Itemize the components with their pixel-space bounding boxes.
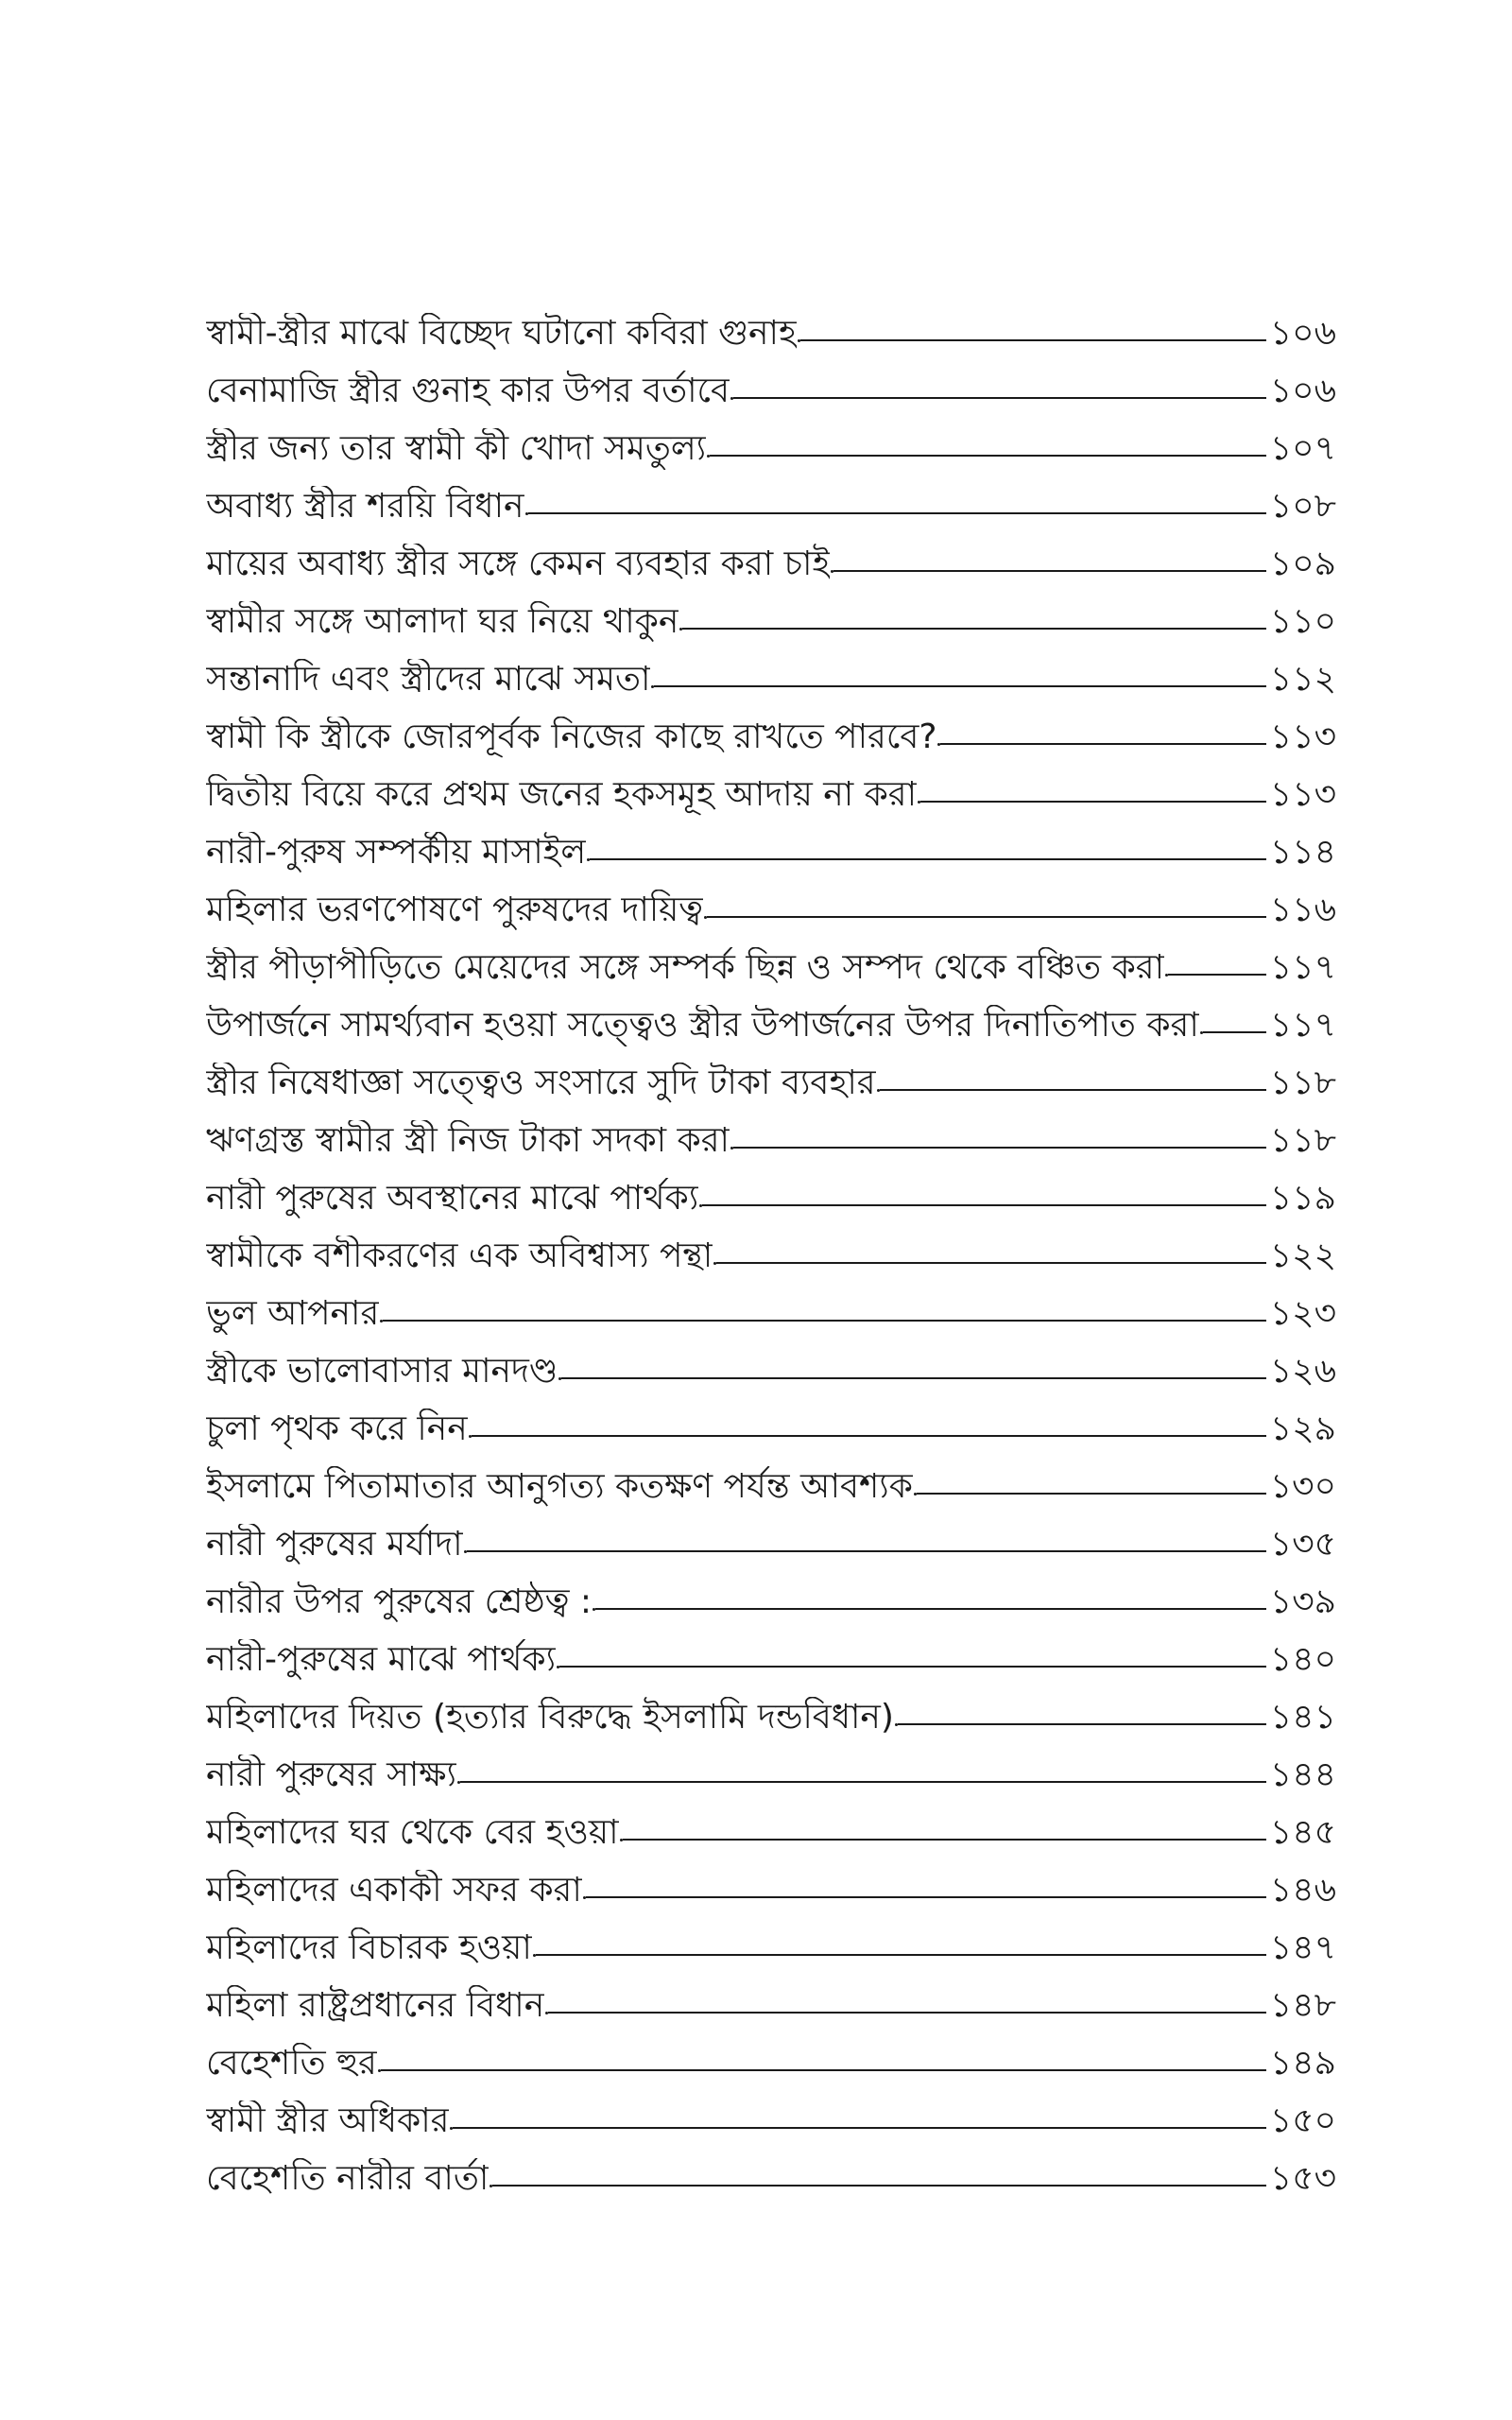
- toc-entry-page-number: ১১৬: [1269, 890, 1336, 929]
- toc-leader-line: [898, 1723, 1266, 1725]
- toc-entry: [206, 1392, 1336, 1450]
- toc-entry: [206, 354, 1336, 412]
- toc-leader-line: [707, 916, 1266, 918]
- toc-entry-page-number: ১৪১: [1269, 1698, 1336, 1737]
- toc-entry-page-number: ১১৩: [1269, 717, 1336, 756]
- toc-entry-page-number: ১০৮: [1269, 487, 1336, 526]
- toc-entry-title: মায়ের অবাধ্য স্ত্রীর সঙ্গে কেমন ব্যবহার করা চাই: [206, 544, 831, 583]
- toc-entry-title: ঋণগ্রস্ত স্বামীর স্ত্রী নিজ টাকা সদকা করা: [206, 1121, 730, 1160]
- toc-entry-page-number: ১৪৫: [1269, 1813, 1336, 1852]
- toc-entry-page-number: ১১৮: [1269, 1063, 1336, 1102]
- toc-leader-line: [733, 397, 1266, 399]
- toc-leader-line: [528, 512, 1266, 514]
- toc-leader-line: [536, 1954, 1266, 1956]
- toc-entry-title: ভুল আপনার: [206, 1294, 380, 1333]
- toc-entry-page-number: ১৩০: [1269, 1467, 1336, 1506]
- toc-entry: [206, 297, 1336, 354]
- table-of-contents: [206, 297, 1336, 2200]
- toc-leader-line: [561, 1377, 1265, 1379]
- toc-entry: [206, 527, 1336, 585]
- toc-entry-page-number: ১১৮: [1269, 1121, 1336, 1160]
- toc-entry: [206, 412, 1336, 470]
- toc-entry-title: নারী পুরুষের অবস্থানের মাঝে পার্থক্য: [206, 1179, 699, 1218]
- toc-entry-title: অবাধ্য স্ত্রীর শরয়ি বিধান: [206, 487, 524, 526]
- toc-entry-title: স্বামীর সঙ্গে আলাদা ঘর নিয়ে থাকুন: [206, 602, 679, 641]
- toc-leader-line: [460, 1781, 1266, 1783]
- toc-entry: [206, 1969, 1336, 2027]
- toc-entry-page-number: ১৩৯: [1269, 1582, 1336, 1621]
- toc-leader-line: [381, 2069, 1266, 2071]
- toc-leader-line: [1168, 974, 1266, 976]
- toc-entry-title: চুলা পৃথক করে নিন: [206, 1409, 468, 1448]
- toc-leader-line: [800, 339, 1266, 341]
- toc-entry: [206, 873, 1336, 931]
- toc-entry: [206, 1565, 1336, 1623]
- toc-entry-title: সন্তানাদি এবং স্ত্রীদের মাঝে সমতা: [206, 660, 651, 699]
- toc-entry: [206, 700, 1336, 758]
- toc-entry-title: নারীর উপর পুরুষের শ্রেষ্ঠত্ব :: [206, 1582, 593, 1621]
- toc-entry-title: নারী পুরুষের মর্যাদা: [206, 1525, 463, 1564]
- toc-leader-line: [920, 801, 1266, 803]
- toc-entry-page-number: ১০৯: [1269, 544, 1336, 583]
- toc-entry: [206, 1335, 1336, 1392]
- toc-entry-title: স্বামী কি স্ত্রীকে জোরপূর্বক নিজের কাছে রাখতে পারবে?: [206, 717, 937, 756]
- toc-entry-page-number: ১৪৪: [1269, 1755, 1336, 1794]
- toc-entry-page-number: ১২৬: [1269, 1352, 1336, 1391]
- toc-entry-title: স্বামীকে বশীকরণের এক অবিশ্বাস্য পন্থা: [206, 1236, 713, 1275]
- toc-entry: [206, 989, 1336, 1046]
- toc-entry: [206, 1738, 1336, 1796]
- toc-entry-page-number: ১১৭: [1269, 1006, 1336, 1045]
- toc-entry: [206, 931, 1336, 989]
- toc-entry-page-number: ১১২: [1269, 660, 1336, 699]
- toc-leader-line: [654, 685, 1265, 687]
- toc-leader-line: [590, 858, 1266, 860]
- toc-entry-title: নারী-পুরুষ সম্পর্কীয় মাসাইল: [206, 833, 587, 872]
- toc-entry: [206, 1911, 1336, 1969]
- toc-entry-page-number: ১৪৭: [1269, 1928, 1336, 1967]
- toc-entry: [206, 643, 1336, 700]
- toc-entry-page-number: ১৫৩: [1269, 2159, 1336, 2198]
- toc-entry-title: বেহেশতি নারীর বার্তা: [206, 2159, 490, 2198]
- toc-entry-title: উপার্জনে সামর্থ্যবান হওয়া সত্ত্বেও স্ত্রীর উপার্জনের উপর দিনাতিপাত করা: [206, 1006, 1199, 1045]
- toc-leader-line: [716, 1262, 1266, 1264]
- toc-entry-title: ইসলামে পিতামাতার আনুগত্য কতক্ষণ পর্যন্ত আবশ্যক: [206, 1467, 913, 1506]
- toc-entry-title: দ্বিতীয় বিয়ে করে প্রথম জনের হকসমূহ আদায় না করা: [206, 775, 918, 814]
- toc-entry-title: স্বামী স্ত্রীর অধিকার: [206, 2101, 450, 2140]
- toc-leader-line: [492, 2185, 1266, 2187]
- toc-entry-title: স্ত্রীকে ভালোবাসার মানদণ্ড: [206, 1352, 558, 1391]
- toc-leader-line: [453, 2127, 1265, 2129]
- toc-entry: [206, 470, 1336, 527]
- toc-leader-line: [1203, 1031, 1266, 1033]
- toc-leader-line: [940, 743, 1265, 745]
- toc-entry-title: স্বামী-স্ত্রীর মাঝে বিচ্ছেদ ঘটানো কবিরা গুনাহ: [206, 314, 797, 353]
- toc-entry: [206, 1046, 1336, 1104]
- toc-entry: [206, 1162, 1336, 1219]
- toc-leader-line: [733, 1147, 1266, 1149]
- toc-leader-line: [702, 1204, 1266, 1206]
- toc-entry-page-number: ১৪৬: [1269, 1871, 1336, 1910]
- toc-entry-page-number: ১১৩: [1269, 775, 1336, 814]
- toc-leader-line: [595, 1608, 1266, 1610]
- toc-entry: [206, 2084, 1336, 2142]
- toc-entry-title: মহিলা রাষ্ট্রপ্রধানের বিধান: [206, 1986, 545, 2025]
- toc-entry-page-number: ১০৬: [1269, 314, 1336, 353]
- toc-leader-line: [472, 1435, 1266, 1437]
- toc-entry-title: বেহেশতি হুর: [206, 2044, 377, 2083]
- toc-entry-title: মহিলাদের দিয়ত (হত্যার বিরুদ্ধে ইসলামি দন্ডবিধান): [206, 1698, 894, 1737]
- toc-entry-page-number: ১২২: [1269, 1236, 1336, 1275]
- toc-entry-page-number: ১৪৯: [1269, 2044, 1336, 2083]
- toc-entry: [206, 758, 1336, 816]
- toc-entry-page-number: ১০৭: [1269, 429, 1336, 468]
- toc-leader-line: [383, 1320, 1266, 1322]
- toc-entry-page-number: ১৩৫: [1269, 1525, 1336, 1564]
- toc-entry-page-number: ১১৯: [1269, 1179, 1336, 1218]
- toc-entry-page-number: ১৫০: [1269, 2101, 1336, 2140]
- toc-entry-title: স্ত্রীর পীড়াপীড়িতে মেয়েদের সঙ্গে সম্পর্ক ছিন্ন ও সম্পদ থেকে বঞ্চিত করা: [206, 948, 1165, 987]
- toc-leader-line: [917, 1493, 1266, 1495]
- toc-entry-page-number: ১০৬: [1269, 372, 1336, 410]
- toc-entry-title: নারী-পুরুষের মাঝে পার্থক্য: [206, 1640, 557, 1679]
- toc-entry: [206, 1623, 1336, 1681]
- toc-entry: [206, 585, 1336, 643]
- toc-entry-page-number: ১৪০: [1269, 1640, 1336, 1679]
- toc-entry: [206, 1104, 1336, 1162]
- toc-entry: [206, 1854, 1336, 1911]
- toc-entry-page-number: ১২৯: [1269, 1409, 1336, 1448]
- toc-entry-title: স্ত্রীর নিষেধাজ্ঞা সত্ত্বেও সংসারে সুদি টাকা ব্যবহার: [206, 1063, 876, 1102]
- toc-entry-page-number: ১১৪: [1269, 833, 1336, 872]
- toc-entry-title: বেনামাজি স্ত্রীর গুনাহ কার উপর বর্তাবে: [206, 372, 730, 410]
- toc-leader-line: [623, 1839, 1266, 1841]
- toc-entry-title: নারী পুরুষের সাক্ষ্য: [206, 1755, 456, 1794]
- toc-entry: [206, 2142, 1336, 2200]
- toc-leader-line: [682, 628, 1266, 630]
- toc-entry: [206, 1796, 1336, 1854]
- toc-entry-title: স্ত্রীর জন্য তার স্বামী কী খোদা সমতুল্য: [206, 429, 707, 468]
- toc-entry: [206, 1219, 1336, 1277]
- toc-entry-page-number: ১১০: [1269, 602, 1336, 641]
- toc-entry-title: মহিলাদের বিচারক হওয়া: [206, 1928, 532, 1967]
- toc-entry: [206, 1277, 1336, 1335]
- toc-leader-line: [467, 1550, 1266, 1552]
- toc-entry: [206, 816, 1336, 873]
- toc-leader-line: [880, 1089, 1266, 1091]
- toc-entry-page-number: ১১৭: [1269, 948, 1336, 987]
- toc-entry-title: মহিলার ভরণপোষণে পুরুষদের দায়িত্ব: [206, 890, 703, 929]
- toc-entry-page-number: ১৪৮: [1269, 1986, 1336, 2025]
- toc-entry: [206, 1508, 1336, 1565]
- toc-entry: [206, 2027, 1336, 2084]
- toc-entry-page-number: ১২৩: [1269, 1294, 1336, 1333]
- toc-leader-line: [548, 2012, 1266, 2014]
- toc-leader-line: [710, 455, 1266, 457]
- toc-entry: [206, 1450, 1336, 1508]
- toc-leader-line: [586, 1896, 1266, 1898]
- toc-entry-title: মহিলাদের ঘর থেকে বের হওয়া: [206, 1813, 619, 1852]
- toc-leader-line: [559, 1666, 1266, 1668]
- toc-entry: [206, 1681, 1336, 1738]
- toc-entry-title: মহিলাদের একাকী সফর করা: [206, 1871, 582, 1910]
- toc-leader-line: [833, 570, 1266, 572]
